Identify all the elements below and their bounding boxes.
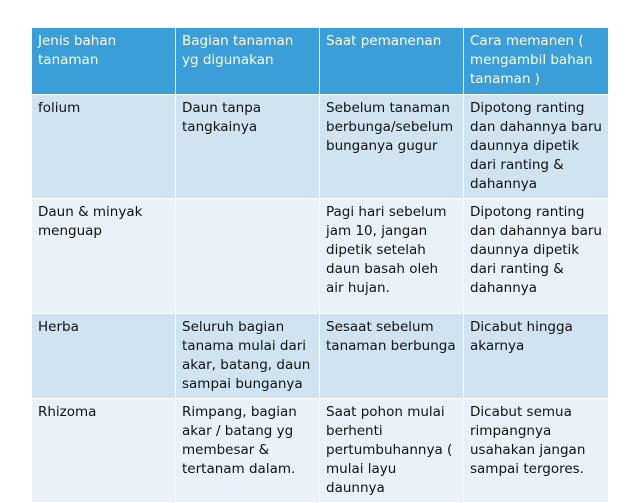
table-row [32, 199, 609, 314]
table-cell [176, 199, 320, 314]
table-cell: Saat pohon mulai berhenti pertumbuhannya ( mulai layu daunnya [320, 399, 464, 503]
table-row [32, 399, 609, 503]
table-cell: Sesaat sebelum tanaman berbunga [320, 314, 464, 399]
table-cell: Rimpang, bagian akar / batang yg membesar & tertanam dalam. [176, 399, 320, 503]
table-cell: Herba [32, 314, 176, 399]
table-cell: Pagi hari sebelum jam 10, jangan dipetik setelah daun basah oleh air hujan. [320, 199, 464, 314]
header-cell: Cara memanen ( mengambil bahan tanaman ) [464, 28, 609, 95]
table-cell: Daun & minyak menguap [32, 199, 176, 314]
table-cell: Dipotong ranting dan dahannya baru daunnya dipetik dari ranting & dahannya [464, 95, 609, 199]
table-cell: Dipotong ranting dan dahannya baru daunnya dipetik dari ranting & dahannya [464, 199, 609, 314]
header-cell: Bagian tanaman yg digunakan [176, 28, 320, 95]
table-row [32, 95, 609, 199]
table-cell: folium [32, 95, 176, 199]
harvest-table [31, 27, 609, 503]
header-cell: Saat pemanenan [320, 28, 464, 95]
table-cell: Seluruh bagian tanama mulai dari akar, batang, daun sampai bunganya [176, 314, 320, 399]
header-cell: Jenis bahan tanaman [32, 28, 176, 95]
table-cell: Rhizoma [32, 399, 176, 503]
table-row [32, 314, 609, 399]
table-cell: Daun tanpa tangkainya [176, 95, 320, 199]
table-cell: Sebelum tanaman berbunga/sebelum bunganya gugur [320, 95, 464, 199]
header-row [32, 28, 609, 95]
table-cell: Dicabut semua rimpangnya usahakan jangan sampai tergores. [464, 399, 609, 503]
table-cell: Dicabut hingga akarnya [464, 314, 609, 399]
